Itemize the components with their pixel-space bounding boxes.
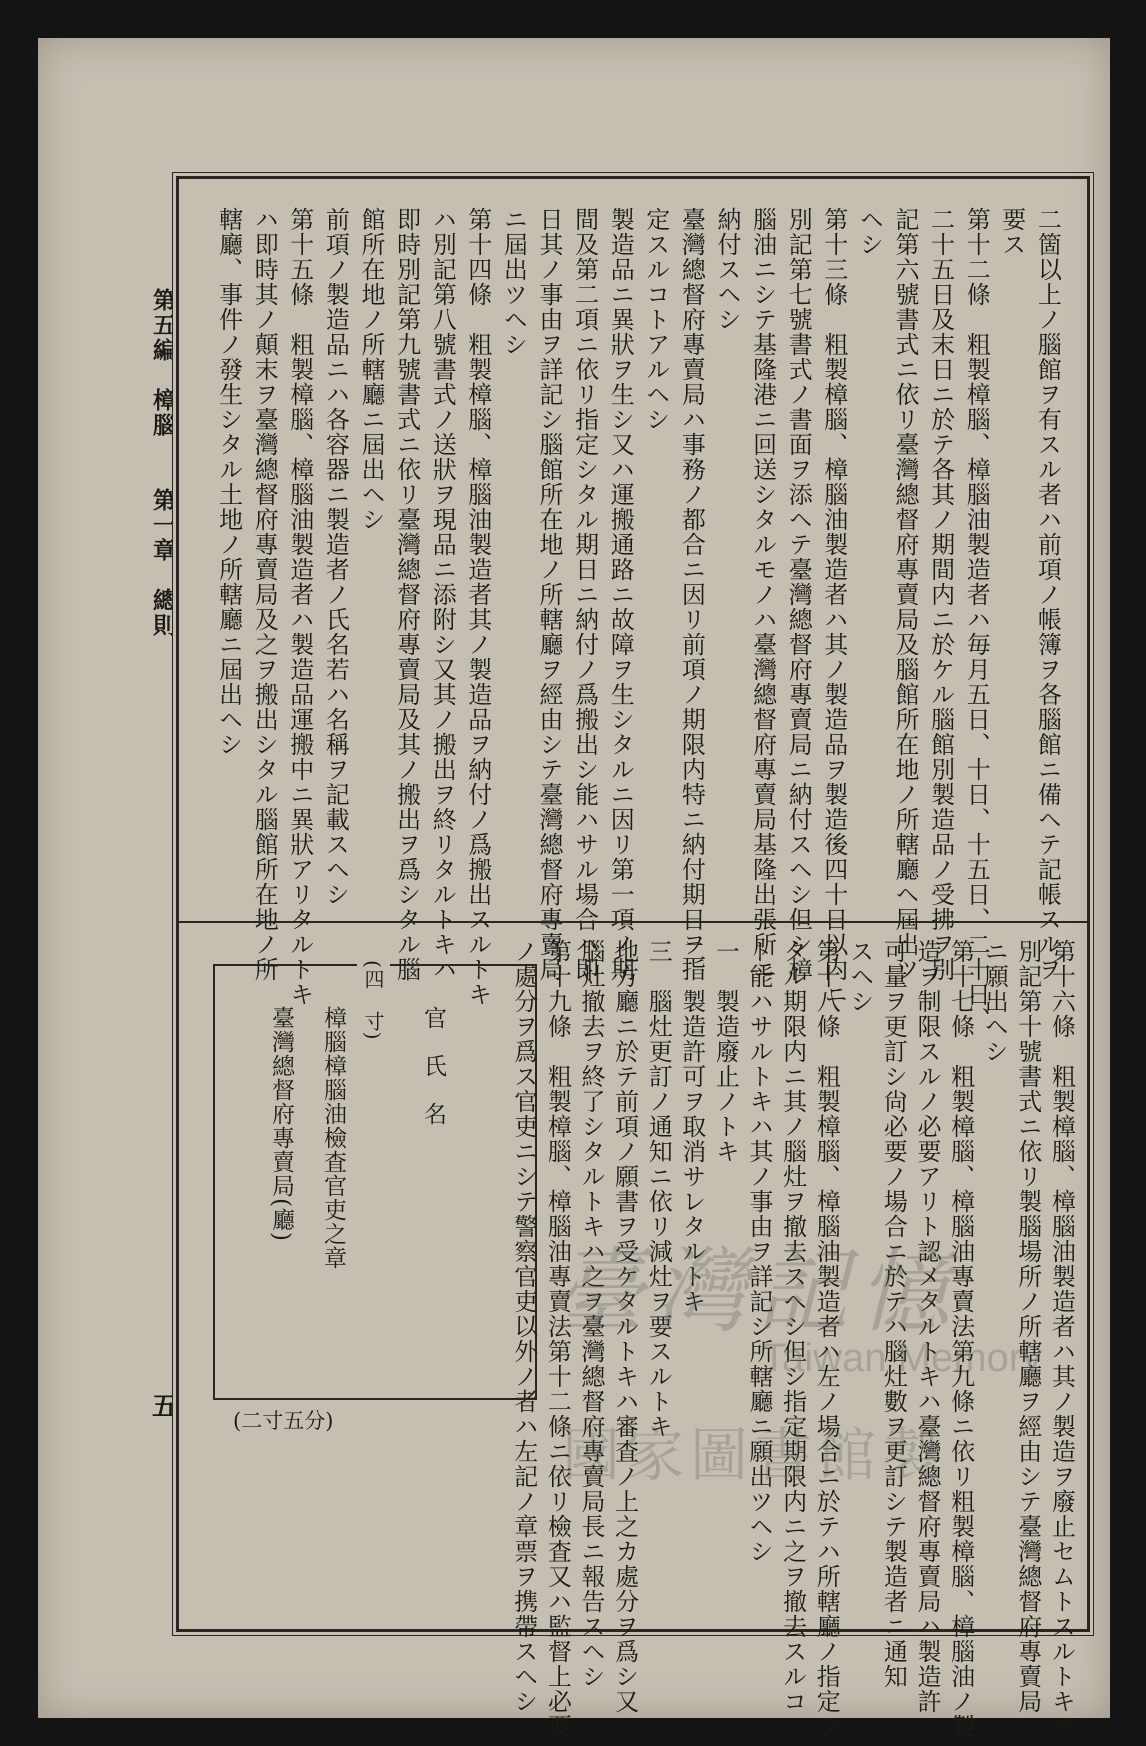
text-column: 即時別記第九號書式ニ依リ臺灣總督府專賣局及其ノ搬出ヲ爲シタル腦 — [392, 207, 421, 982]
text-column: 納付スヘシ — [713, 207, 741, 332]
watermark-english: Taiwan Memory — [762, 1336, 1043, 1380]
text-column: 第十八條 粗製樟腦、樟腦油製造者ハ左ノ場合ニ於テハ所轄廳ノ指定シ — [812, 939, 841, 1739]
text-column: ニ願出ヘシ — [980, 939, 1009, 1064]
text-column: 日其ノ事由ヲ詳記シ腦館所在地ノ所轄廳ヲ經由シテ臺灣總督府專賣局 — [535, 207, 563, 982]
text-column: ヘシ — [855, 207, 884, 257]
text-column: 轄廳、事件ノ發生シタル土地ノ所轄廳ニ屆出ヘシ — [214, 207, 243, 757]
badge-title-line: 樟腦樟腦油檢査官吏之章 — [320, 1006, 346, 1270]
text-column: 館所在地ノ所轄廳ニ屆出ヘシ — [357, 207, 385, 532]
text-column: ノ處分ヲ爲ス官吏ニシテ警察官吏以外ノ者ハ左記ノ章票ヲ携帶スヘシ — [509, 939, 538, 1714]
text-column: 一 製造廢止ノトキ — [711, 939, 740, 1164]
text-column: 第十四條 粗製樟腦、樟腦油製造者其ノ製造品ヲ納付ノ爲搬出スルトキ — [463, 207, 492, 1007]
text-column: スヘシ — [845, 939, 874, 1014]
badge-name-label: 官 氏 名 — [420, 1006, 446, 1126]
running-head: 第五編 樟腦 第一章 總則 — [149, 288, 176, 638]
text-column: 第十三條 粗製樟腦、樟腦油製造者ハ其ノ製造品ヲ製造後四十日以内ニ — [819, 207, 848, 1007]
text-column: ハ即時其ノ顛末ヲ臺灣總督府專賣局及之ヲ搬出シタル腦館所在地ノ所 — [250, 207, 279, 982]
text-column: 別記第七號書式ノ書面ヲ添ヘテ臺灣總督府專賣局ニ納付スヘシ但シ樟 — [784, 207, 813, 982]
text-column: 第十五條 粗製樟腦、樟腦油製造者ハ製造品運搬中ニ異狀アリタルトキ — [285, 207, 314, 1007]
text-column: 第十六條 粗製樟腦、樟腦油製造者ハ其ノ製造ヲ廢止セムトスルトキハ — [1047, 939, 1076, 1739]
text-column: 地方廳ニ於テ前項ノ願書ヲ受ケタルトキハ審査ノ上之カ處分ヲ爲シ又 — [610, 939, 639, 1714]
text-column: タル期限内ニ其ノ腦灶ヲ撤去スヘシ但シ指定期限内ニ之ヲ撤去スルコ — [778, 939, 807, 1714]
text-column: 造ヲ制限スルノ必要アリト認メタルトキハ臺灣總督府專賣局ハ製造許 — [913, 939, 941, 1714]
badge-specimen — [231, 990, 517, 1350]
badge-office-line: 臺灣總督府專賣局(廳) — [268, 1006, 294, 1242]
text-column: 二 製造許可ヲ取消サレタルトキ — [677, 939, 706, 1314]
text-column: 臺灣總督府專賣局ハ事務ノ都合ニ因リ前項ノ期限内特ニ納付期日ヲ指 — [677, 207, 706, 982]
text-column: 要ス — [997, 207, 1026, 257]
watermark-library: 國家圖書館製 — [562, 1421, 947, 1489]
watermark-title: 臺灣記憶 — [552, 1238, 961, 1345]
text-column: ト能ハサルトキハ其ノ事由ヲ詳記シ所轄廳ニ願出ツヘシ — [745, 939, 773, 1564]
text-column: ハ別記第八號書式ノ送狀ヲ現品ニ添附シ又其ノ搬出ヲ終リタルトキハ — [428, 207, 457, 982]
document-page — [38, 38, 1110, 1739]
text-column: 記第六號書式ニ依リ臺灣總督府專賣局及腦館所在地ノ所轄廳ヘ屆出ツ — [891, 207, 919, 982]
text-column: 可量ヲ更訂シ尙必要ノ場合ニ於テハ腦灶數ヲ更訂シテ製造者ニ通知 — [879, 939, 908, 1689]
text-column: 二箇以上ノ腦館ヲ有スル者ハ前項ノ帳簿ヲ各腦館ニ備ヘテ記帳スルヲ — [1033, 207, 1062, 982]
text-column: 三 腦灶更訂ノ通知ニ依リ減灶ヲ要スルトキ — [644, 939, 673, 1439]
text-column: 前項ノ製造品ニハ各容器ニ製造者ノ氏名若ハ名稱ヲ記載スヘシ — [321, 207, 350, 907]
text-column: 二十五日及末日ニ於テ各其ノ期間内ニ於ケル腦館別製造品ノ受拂ヲ別 — [926, 207, 955, 982]
text-column: 腦灶撤去ヲ終了シタルトキハ之ヲ臺灣總督府專賣局長ニ報告スヘシ — [577, 939, 605, 1689]
text-column: 腦油ニシテ基隆港ニ回送シタルモノハ臺灣總督府專賣局基隆出張所ニ — [748, 207, 777, 982]
text-column: ニ屆出ツヘシ — [499, 207, 528, 357]
text-column: 間及第二項ニ依リ指定シタル期日ニ納付ノ爲搬出シ能ハサル場合ハ即 — [570, 207, 599, 982]
badge-height-label: (四 寸) — [357, 960, 390, 1041]
text-column: 第十二條 粗製樟腦、樟腦油製造者ハ毎月五日、十日、十五日、二十日、 — [962, 207, 991, 1032]
text-column: 第十七條 粗製樟腦、樟腦油專賣法第九條ニ依リ粗製樟腦、樟腦油ノ製 — [946, 939, 975, 1739]
text-frame — [176, 176, 1090, 1739]
text-column: 定スルコトアルヘシ — [641, 207, 670, 432]
badge-width-label: (二寸五分) — [233, 1409, 334, 1433]
page-number: 五 — [152, 1392, 179, 1422]
text-column: 製造品ニ異狀ヲ生シ又ハ運搬通路ニ故障ヲ生シタルニ因リ第一項ノ期 — [606, 207, 635, 982]
section-divider — [179, 921, 1087, 923]
text-column: 第十九條 粗製樟腦、樟腦油專賣法第十二條ニ依リ檢査又ハ監督上必要 — [543, 939, 572, 1739]
badge-specimen-box — [213, 960, 537, 1400]
text-column: 別記第十號書式ニ依リ製腦場所ノ所轄廳ヲ經由シテ臺灣總督府專賣局 — [1013, 939, 1042, 1714]
